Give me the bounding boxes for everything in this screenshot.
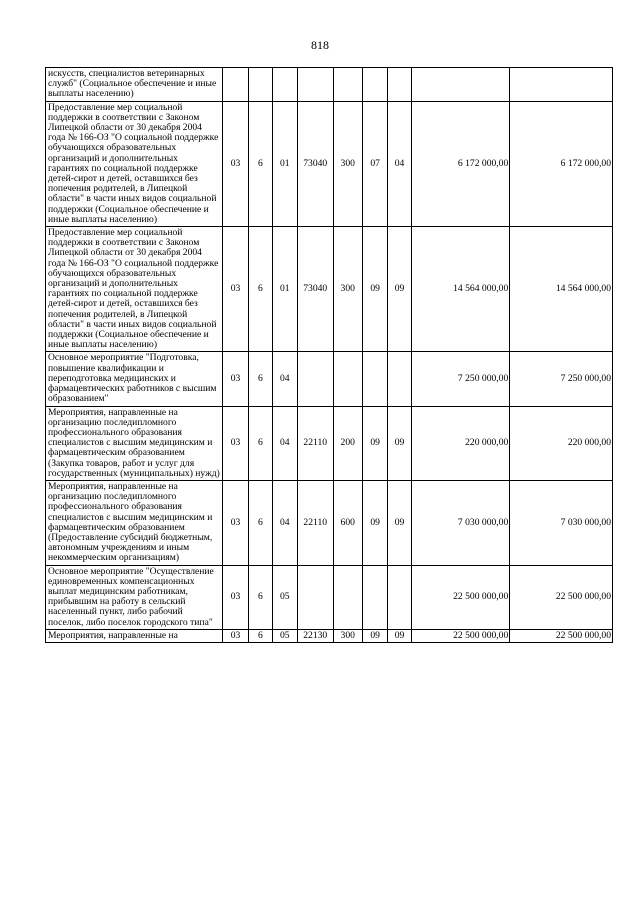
code-cell: 6 bbox=[249, 629, 272, 642]
code-cell: 09 bbox=[362, 480, 387, 565]
code-cell: 03 bbox=[222, 406, 248, 480]
code-cell bbox=[249, 68, 272, 102]
code-cell: 04 bbox=[272, 352, 297, 406]
code-cell: 6 bbox=[249, 352, 272, 406]
row-description: Предоставление мер социальной поддержки в соответствии с Законом Липецкой области от 30 декабря 2004 года № 166-ОЗ "О социальной поддержке обучающихся образовательных организаций и дополнительных гарантиях по социальной поддержке детей-сирот и детей, оставшихся без попечения родителей, в Липецкой области" в части иных видов социальной поддержки (Социальное обеспечение и иные выплаты населению) bbox=[46, 101, 223, 226]
code-cell bbox=[297, 352, 333, 406]
code-cell: 22110 bbox=[297, 480, 333, 565]
code-cell: 03 bbox=[222, 629, 248, 642]
table-row bbox=[46, 480, 613, 565]
amount-cell: 7 250 000,00 bbox=[510, 352, 613, 406]
code-cell: 01 bbox=[272, 101, 297, 226]
code-cell: 6 bbox=[249, 480, 272, 565]
table-row bbox=[46, 101, 613, 226]
code-cell: 200 bbox=[333, 406, 362, 480]
row-description: Мероприятия, направленные на организацию последипломного профессионального образования специалистов с высшим медицинским и фармацевтическим образованием (Закупка товаров, работ и услуг для государственных (муниципальных) нужд) bbox=[46, 406, 223, 480]
table-row bbox=[46, 565, 613, 629]
amount-cell: 22 500 000,00 bbox=[411, 565, 510, 629]
amount-cell: 7 250 000,00 bbox=[411, 352, 510, 406]
amount-cell: 22 500 000,00 bbox=[510, 629, 613, 642]
code-cell bbox=[333, 352, 362, 406]
code-cell bbox=[362, 352, 387, 406]
amount-cell: 6 172 000,00 bbox=[510, 101, 613, 226]
code-cell: 03 bbox=[222, 227, 248, 352]
row-description: Мероприятия, направленные на bbox=[46, 629, 223, 642]
amount-cell bbox=[411, 68, 510, 102]
code-cell: 09 bbox=[388, 480, 411, 565]
budget-table bbox=[45, 67, 613, 643]
row-description: Основное мероприятие "Осуществление единовременных компенсационных выплат медицинским работникам, прибывшим на работу в сельский населенный пункт, либо рабочий поселок, либо поселок городского типа" bbox=[46, 565, 223, 629]
amount-cell: 22 500 000,00 bbox=[411, 629, 510, 642]
code-cell bbox=[388, 68, 411, 102]
code-cell: 09 bbox=[388, 406, 411, 480]
code-cell: 73040 bbox=[297, 101, 333, 226]
code-cell: 6 bbox=[249, 101, 272, 226]
code-cell bbox=[297, 565, 333, 629]
amount-cell: 220 000,00 bbox=[411, 406, 510, 480]
amount-cell: 7 030 000,00 bbox=[411, 480, 510, 565]
code-cell: 300 bbox=[333, 101, 362, 226]
code-cell: 03 bbox=[222, 480, 248, 565]
code-cell: 09 bbox=[362, 629, 387, 642]
code-cell: 6 bbox=[249, 406, 272, 480]
code-cell bbox=[388, 352, 411, 406]
code-cell bbox=[333, 565, 362, 629]
code-cell bbox=[272, 68, 297, 102]
row-description: Предоставление мер социальной поддержки в соответствии с Законом Липецкой области от 30 декабря 2004 года № 166-ОЗ "О социальной поддержке обучающихся образовательных организаций и дополнительных гарантиях по социальной поддержке детей-сирот и детей, оставшихся без попечения родителей, в Липецкой области" в части иных видов социальной поддержки (Социальное обеспечение и иные выплаты населению) bbox=[46, 227, 223, 352]
code-cell: 05 bbox=[272, 565, 297, 629]
table-row bbox=[46, 68, 613, 102]
code-cell: 03 bbox=[222, 101, 248, 226]
amount-cell bbox=[510, 68, 613, 102]
code-cell: 04 bbox=[272, 480, 297, 565]
row-description: Основное мероприятие "Подготовка, повышение квалификации и переподготовка медицинских и фармацевтических работников с высшим образованием" bbox=[46, 352, 223, 406]
code-cell: 03 bbox=[222, 352, 248, 406]
code-cell bbox=[222, 68, 248, 102]
code-cell bbox=[362, 68, 387, 102]
code-cell bbox=[388, 565, 411, 629]
code-cell: 6 bbox=[249, 565, 272, 629]
code-cell: 09 bbox=[362, 406, 387, 480]
code-cell bbox=[333, 68, 362, 102]
row-description: Мероприятия, направленные на организацию последипломного профессионального образования специалистов с высшим медицинским и фармацевтическим образованием (Предоставление субсидий бюджетным, автономным учреждениям и иным некоммерческим организациям) bbox=[46, 480, 223, 565]
amount-cell: 7 030 000,00 bbox=[510, 480, 613, 565]
code-cell: 6 bbox=[249, 227, 272, 352]
code-cell: 300 bbox=[333, 227, 362, 352]
amount-cell: 14 564 000,00 bbox=[510, 227, 613, 352]
amount-cell: 220 000,00 bbox=[510, 406, 613, 480]
code-cell: 09 bbox=[362, 227, 387, 352]
code-cell: 09 bbox=[388, 227, 411, 352]
code-cell bbox=[362, 565, 387, 629]
page-number: 818 bbox=[311, 38, 329, 52]
code-cell bbox=[297, 68, 333, 102]
code-cell: 04 bbox=[388, 101, 411, 226]
amount-cell: 22 500 000,00 bbox=[510, 565, 613, 629]
code-cell: 22130 bbox=[297, 629, 333, 642]
code-cell: 09 bbox=[388, 629, 411, 642]
row-description: искусств, специалистов ветеринарных служб" (Социальное обеспечение и иные выплаты населению) bbox=[46, 68, 223, 102]
code-cell: 03 bbox=[222, 565, 248, 629]
amount-cell: 6 172 000,00 bbox=[411, 101, 510, 226]
table-row bbox=[46, 352, 613, 406]
table-row bbox=[46, 406, 613, 480]
code-cell: 73040 bbox=[297, 227, 333, 352]
code-cell: 07 bbox=[362, 101, 387, 226]
table-row bbox=[46, 227, 613, 352]
code-cell: 22110 bbox=[297, 406, 333, 480]
code-cell: 04 bbox=[272, 406, 297, 480]
amount-cell: 14 564 000,00 bbox=[411, 227, 510, 352]
code-cell: 01 bbox=[272, 227, 297, 352]
code-cell: 05 bbox=[272, 629, 297, 642]
table-row bbox=[46, 629, 613, 642]
code-cell: 300 bbox=[333, 629, 362, 642]
code-cell: 600 bbox=[333, 480, 362, 565]
